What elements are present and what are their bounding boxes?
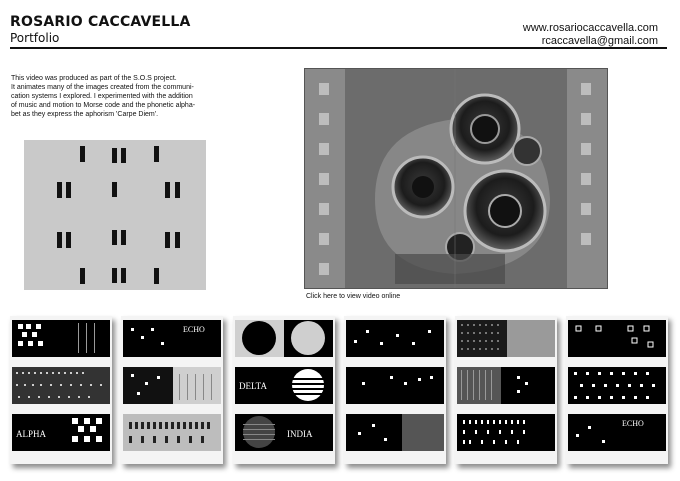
- description-line: It animates many of the images created from the communi-: [11, 84, 194, 91]
- storyboard-strip-2: [121, 316, 223, 464]
- description-line: of music and motion to Morse code and the phonetic alpha-: [11, 102, 196, 109]
- storyboard-strip-1: [10, 316, 112, 464]
- storyboard-strip-6: [566, 316, 668, 464]
- frame-label-india: INDIA: [287, 429, 313, 439]
- frame-label-echo-2: ECHO: [622, 419, 644, 428]
- frame-label-echo: ECHO: [183, 325, 205, 334]
- project-description: [11, 74, 281, 119]
- storyboard-strip-4: [344, 316, 446, 464]
- storyboard-strip-5: [455, 316, 557, 464]
- brand-name: ROSARIO CACCAVELLA: [10, 14, 191, 30]
- view-video-link[interactable]: Click here to view video online: [306, 293, 401, 300]
- description-line: cation systems I explored. I experimented with the addition: [11, 93, 193, 100]
- description-line: This video was produced as part of the S.O.S project.: [11, 75, 177, 82]
- video-still-camera-image[interactable]: [304, 68, 608, 289]
- website-link[interactable]: www.rosariocaccavella.com: [522, 22, 658, 34]
- brand-subtitle: Portfolio: [10, 31, 60, 45]
- frame-label-alpha: ALPHA: [16, 429, 47, 439]
- frame-label-delta: DELTA: [239, 381, 267, 391]
- morse-code-still-image: [24, 140, 206, 290]
- description-line: bet as they express the aphorism 'Carpe Diem'.: [11, 111, 159, 118]
- email-link[interactable]: rcaccavella@gmail.com: [541, 35, 658, 47]
- storyboard-strip-3: [233, 316, 335, 464]
- header-rule: [10, 47, 667, 49]
